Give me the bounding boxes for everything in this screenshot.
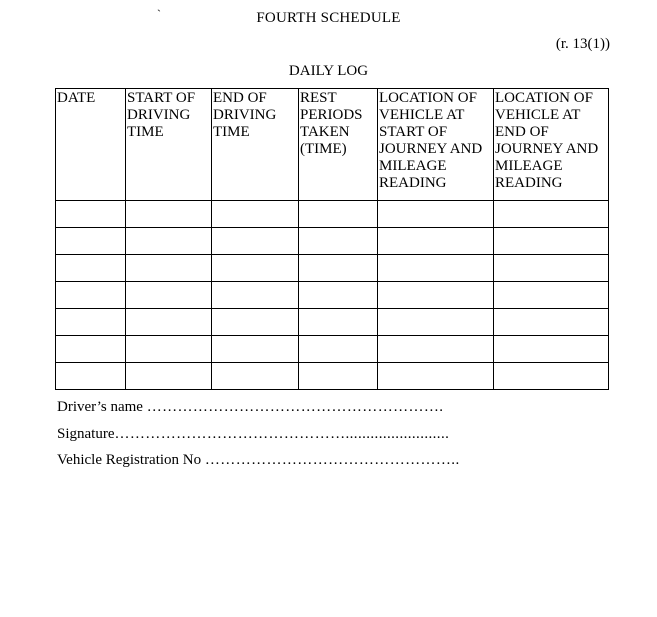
table-cell[interactable] [299,228,378,255]
table-cell[interactable] [56,201,126,228]
table-header-row [56,89,609,201]
table-cell[interactable] [299,282,378,309]
table-cell[interactable] [299,336,378,363]
table-cell[interactable] [126,201,212,228]
vehicle-registration-label: Vehicle Registration No [57,452,202,468]
table-cell[interactable] [212,309,299,336]
table-row [56,309,609,336]
log-title: DAILY LOG [288,63,369,79]
daily-log-table [55,88,609,390]
drivers-name-label: Driver’s name [57,399,143,415]
table-row [56,228,609,255]
table-cell[interactable] [212,363,299,390]
table-cell[interactable] [56,309,126,336]
column-header-end-location-mileage: LOCATION OF VEHICLE AT END OF JOURNEY AND MILEAGE READING [494,89,609,201]
rule-reference: (r. 13(1)) [555,36,610,52]
table-body [56,201,609,390]
table-cell[interactable] [212,336,299,363]
table-cell[interactable] [494,363,609,390]
vehicle-registration-field[interactable]: ………………………………………….. [204,452,460,468]
table-cell[interactable] [378,255,494,282]
table-cell[interactable] [56,228,126,255]
table-cell[interactable] [56,363,126,390]
table-cell[interactable] [212,228,299,255]
table-cell[interactable] [126,336,212,363]
table-cell[interactable] [126,363,212,390]
signature-line [57,425,449,443]
table-cell[interactable] [299,309,378,336]
table-cell[interactable] [494,336,609,363]
schedule-title: FOURTH SCHEDULE [256,10,401,26]
column-header-start-of-driving-time: START OF DRIVING TIME [126,89,212,201]
table-cell[interactable] [126,255,212,282]
table-cell[interactable] [494,309,609,336]
column-header-rest-periods-taken: REST PERIODS TAKEN (TIME) [299,89,378,201]
table-cell[interactable] [378,363,494,390]
table-cell[interactable] [56,255,126,282]
table-cell[interactable] [212,282,299,309]
table-cell[interactable] [494,255,609,282]
signature-label: Signature [57,426,115,442]
table-row [56,255,609,282]
table-cell[interactable] [378,309,494,336]
table-cell[interactable] [126,309,212,336]
vehicle-registration-line [57,451,460,469]
stray-mark: ` [157,7,161,21]
table-cell[interactable] [378,201,494,228]
table-cell[interactable] [299,255,378,282]
column-header-date: DATE [56,89,126,201]
column-header-start-location-mileage: LOCATION OF VEHICLE AT START OF JOURNEY AND MILEAGE READING [378,89,494,201]
table-cell[interactable] [212,201,299,228]
table-cell[interactable] [378,228,494,255]
signature-field[interactable]: ………………………………………......................... [114,426,450,442]
table-cell[interactable] [494,228,609,255]
table-row [56,336,609,363]
table-cell[interactable] [494,282,609,309]
table-row [56,282,609,309]
table-cell[interactable] [378,282,494,309]
table-cell[interactable] [299,363,378,390]
table-cell[interactable] [212,255,299,282]
table-cell[interactable] [378,336,494,363]
table-cell[interactable] [299,201,378,228]
table-cell[interactable] [126,282,212,309]
table-row [56,201,609,228]
table-cell[interactable] [56,282,126,309]
table-cell[interactable] [126,228,212,255]
table-cell[interactable] [56,336,126,363]
table-row [56,363,609,390]
drivers-name-line [57,398,443,416]
table-cell[interactable] [494,201,609,228]
drivers-name-field[interactable]: …………………………………………………. [146,399,444,415]
column-header-end-of-driving-time: END OF DRIVING TIME [212,89,299,201]
